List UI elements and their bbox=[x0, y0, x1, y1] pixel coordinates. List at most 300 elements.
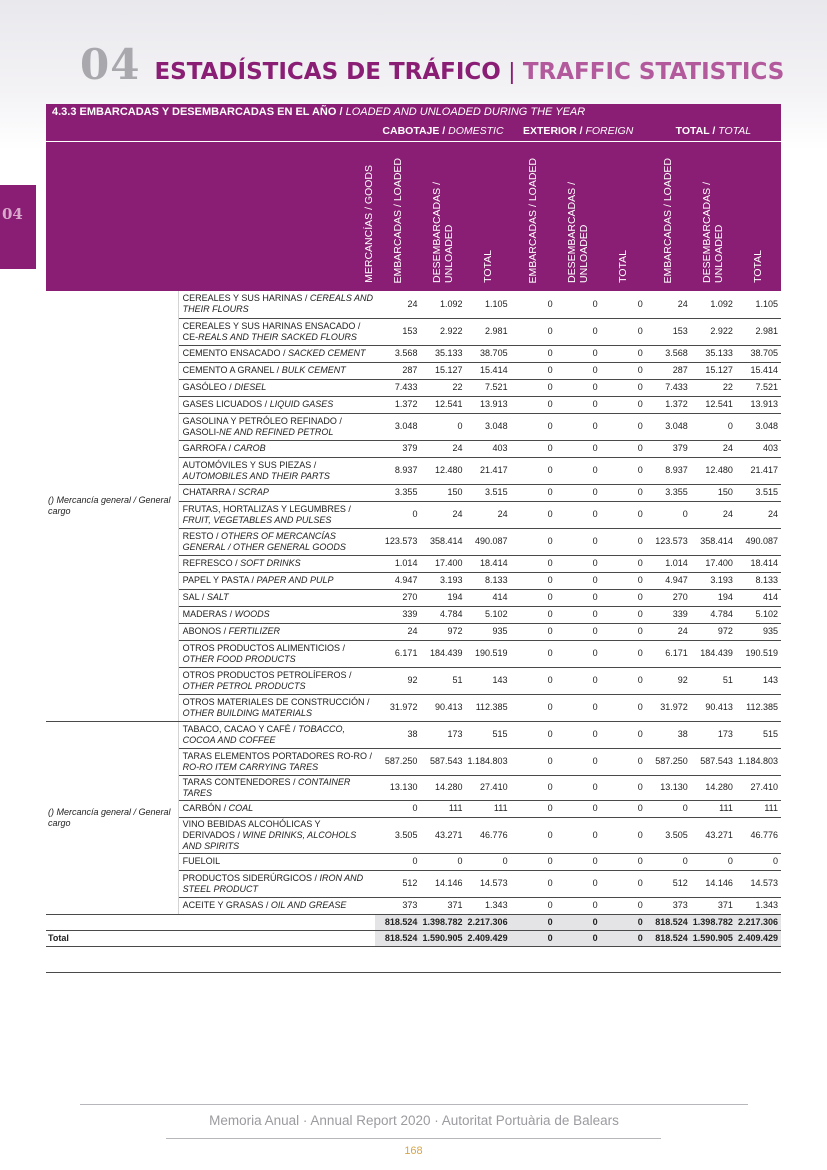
goods-name-es: SAL / bbox=[182, 592, 207, 602]
table-body bbox=[46, 291, 781, 972]
col-header-total bbox=[736, 141, 781, 291]
goods-name bbox=[178, 640, 375, 667]
table-cell-value: 371 bbox=[420, 897, 465, 914]
table-cell-value: 1.184.803 bbox=[736, 748, 781, 775]
table-cell-value: 14.146 bbox=[420, 870, 465, 897]
table-row bbox=[46, 291, 781, 318]
table-cell-value: 3.355 bbox=[646, 484, 691, 501]
table-cell-value: 0 bbox=[511, 748, 556, 775]
table-cell-value: 111 bbox=[466, 800, 511, 817]
table-cell-value: 12.480 bbox=[691, 457, 736, 484]
table-cell-value: 0 bbox=[511, 853, 556, 870]
goods-name-en: IRON AND STEEL PRODUCT bbox=[182, 872, 364, 894]
table-cell-value: 0 bbox=[375, 800, 420, 817]
table-cell-value: 3.568 bbox=[646, 345, 691, 362]
goods-name-en: OTHER FOOD PRODUCTS bbox=[182, 653, 296, 664]
total-value: 1.590.905 bbox=[420, 930, 465, 946]
goods-name-es: CEREALES Y SUS HARINAS / bbox=[182, 293, 310, 304]
table-cell-value: 0 bbox=[646, 501, 691, 528]
table-cell-value: 150 bbox=[691, 484, 736, 501]
table-cell-value: 403 bbox=[466, 440, 511, 457]
table-cell-value: 24 bbox=[691, 440, 736, 457]
spacer-cell bbox=[46, 946, 781, 972]
group-exterior-es: EXTERIOR / bbox=[523, 124, 586, 137]
table-cell-value: 3.048 bbox=[375, 413, 420, 440]
table-cell-value: 0 bbox=[601, 606, 646, 623]
table-cell-value: 1.343 bbox=[736, 897, 781, 914]
table-cell-value: 587.543 bbox=[420, 748, 465, 775]
table-cell-value: 0 bbox=[556, 501, 601, 528]
table-cell-value: 0 bbox=[601, 528, 646, 555]
table-cell-value: 0 bbox=[601, 800, 646, 817]
chapter-side-tab bbox=[0, 185, 36, 269]
table-cell-value: 24 bbox=[420, 440, 465, 457]
table-cell-value: 935 bbox=[736, 623, 781, 640]
table-cell-value: 150 bbox=[420, 484, 465, 501]
goods-name-es: CHATARRA / bbox=[182, 487, 238, 497]
table-cell-value: 112.385 bbox=[466, 694, 511, 721]
table-cell-value: 5.102 bbox=[736, 606, 781, 623]
col-goods-label: MERCANCÍAS / GOODS bbox=[363, 165, 376, 283]
table-cell-value: 0 bbox=[556, 528, 601, 555]
table-cell-value: 0 bbox=[511, 640, 556, 667]
table-cell-value: 22 bbox=[691, 379, 736, 396]
page-title-es: ESTADÍSTICAS DE TRÁFICO bbox=[154, 59, 501, 85]
table-cell-value: 111 bbox=[420, 800, 465, 817]
goods-name-en: LIQUID GASES bbox=[269, 399, 334, 409]
table-cell-value: 0 bbox=[511, 589, 556, 606]
col-header-total bbox=[466, 141, 511, 291]
table-cell-value: 0 bbox=[556, 748, 601, 775]
table-cell-value: 0 bbox=[511, 440, 556, 457]
table-cell-value: 0 bbox=[601, 853, 646, 870]
subtotal-value: 1.398.782 bbox=[691, 914, 736, 930]
goods-name-en: WINE DRINKS, ALCOHOLS AND SPIRITS bbox=[182, 829, 357, 851]
subtotal-value: 0 bbox=[601, 914, 646, 930]
table-cell-value: 18.414 bbox=[466, 555, 511, 572]
column-header-row bbox=[46, 141, 781, 291]
table-cell-value: 0 bbox=[511, 501, 556, 528]
goods-name-en: BULK CEMENT bbox=[281, 365, 346, 375]
goods-name bbox=[178, 694, 375, 721]
table-cell-value: 43.271 bbox=[691, 817, 736, 853]
goods-name-es: OTROS PRODUCTOS ALIMENTICIOS / bbox=[182, 642, 346, 653]
goods-name-es: GASES LICUADOS / bbox=[182, 399, 270, 409]
table-cell-value: 339 bbox=[646, 606, 691, 623]
table-cell-value: 0 bbox=[556, 413, 601, 440]
goods-name bbox=[178, 501, 375, 528]
table-cell-value: 0 bbox=[375, 853, 420, 870]
table-cell-value: 0 bbox=[556, 291, 601, 318]
table-cell-value: 14.280 bbox=[420, 775, 465, 800]
goods-name bbox=[178, 748, 375, 775]
total-value: 0 bbox=[556, 930, 601, 946]
table-cell-value: 0 bbox=[511, 572, 556, 589]
table-cell-value: 515 bbox=[466, 721, 511, 748]
goods-name-es: AUTOMÓVILES Y SUS PIEZAS / bbox=[182, 459, 317, 470]
table-cell-value: 414 bbox=[736, 589, 781, 606]
table-cell-value: 1.092 bbox=[420, 291, 465, 318]
table-cell-value: 0 bbox=[556, 572, 601, 589]
table-cell-value: 379 bbox=[375, 440, 420, 457]
group-total-es: TOTAL / bbox=[675, 124, 719, 137]
table-cell-value: 190.519 bbox=[736, 640, 781, 667]
table-cell-value: 0 bbox=[511, 623, 556, 640]
goods-name-en: CAROB bbox=[233, 443, 266, 453]
traffic-table bbox=[46, 104, 781, 973]
table-cell-value: 0 bbox=[601, 748, 646, 775]
col-unloaded-es: DESEMBARCADAS / bbox=[566, 182, 579, 283]
goods-name-en: AUTOMOBILES AND THEIR PARTS bbox=[182, 470, 330, 481]
table-cell-value: 27.410 bbox=[736, 775, 781, 800]
total-value: 0 bbox=[511, 930, 556, 946]
goods-name bbox=[178, 817, 375, 853]
table-cell-value: 414 bbox=[466, 589, 511, 606]
table-cell-value: 15.414 bbox=[466, 362, 511, 379]
goods-name-es: FRUTAS, HORTALIZAS Y LEGUMBRES / bbox=[182, 503, 351, 514]
table-cell-value: 111 bbox=[691, 800, 736, 817]
col-header-unloaded bbox=[691, 141, 736, 291]
table-cell-value: 0 bbox=[556, 775, 601, 800]
goods-name-es: TARAS ELEMENTOS PORTADORES RO-RO / bbox=[182, 750, 373, 761]
table-cell-value: 0 bbox=[601, 501, 646, 528]
total-row bbox=[46, 930, 781, 946]
table-cell-value: 184.439 bbox=[691, 640, 736, 667]
table-cell-value: 373 bbox=[646, 897, 691, 914]
table-cell-value: 0 bbox=[601, 623, 646, 640]
table-cell-value: 0 bbox=[511, 870, 556, 897]
table-cell-value: 0 bbox=[556, 667, 601, 694]
table-cell-value: 358.414 bbox=[420, 528, 465, 555]
goods-name-es: GASOLINA Y PETRÓLEO REFINADO / GASOLI- bbox=[182, 415, 342, 437]
goods-name bbox=[178, 870, 375, 897]
col-loaded-label: EMBARCADAS / LOADED bbox=[662, 157, 675, 283]
table-cell-value: 3.048 bbox=[466, 413, 511, 440]
goods-name bbox=[178, 606, 375, 623]
table-cell-value: 24 bbox=[466, 501, 511, 528]
title-separator: | bbox=[508, 58, 515, 84]
table-cell-value: 4.784 bbox=[420, 606, 465, 623]
table-cell-value: 0 bbox=[601, 640, 646, 667]
goods-name-en: WOODS bbox=[234, 609, 270, 619]
table-row bbox=[46, 721, 781, 748]
table-cell-value: 3.355 bbox=[375, 484, 420, 501]
spacer-row bbox=[46, 946, 781, 972]
goods-name-es: TARAS CONTENEDORES / bbox=[182, 776, 299, 787]
table-cell-value: 0 bbox=[601, 572, 646, 589]
table-cell-value: 31.972 bbox=[375, 694, 420, 721]
goods-name-es: OTROS PRODUCTOS PETROLÍFEROS / bbox=[182, 669, 352, 680]
table-cell-value: 8.937 bbox=[646, 457, 691, 484]
table-cell-value: 3.515 bbox=[736, 484, 781, 501]
table-cell-value: 3.048 bbox=[736, 413, 781, 440]
table-cell-value: 0 bbox=[511, 817, 556, 853]
table-cell-value: 0 bbox=[511, 457, 556, 484]
col-header-unloaded bbox=[420, 141, 465, 291]
group-cabotaje bbox=[375, 121, 510, 141]
table-cell-value: 8.133 bbox=[466, 572, 511, 589]
subtotal-value: 818.524 bbox=[375, 914, 420, 930]
table-cell-value: 0 bbox=[556, 440, 601, 457]
table-cell-value: 0 bbox=[466, 853, 511, 870]
goods-name bbox=[178, 572, 375, 589]
goods-name-en: OTHER PETROL PRODUCTS bbox=[182, 680, 306, 691]
table-cell-value: 17.400 bbox=[691, 555, 736, 572]
table-cell-value: 173 bbox=[420, 721, 465, 748]
table-cell-value: 24 bbox=[736, 501, 781, 528]
table-cell-value: 18.414 bbox=[736, 555, 781, 572]
col-unloaded-es: DESEMBARCADAS / bbox=[430, 182, 443, 283]
table-cell-value: 358.414 bbox=[691, 528, 736, 555]
table-cell-value: 90.413 bbox=[420, 694, 465, 721]
table-cell-value: 0 bbox=[601, 396, 646, 413]
table-cell-value: 0 bbox=[556, 640, 601, 667]
col-loaded-label: EMBARCADAS / LOADED bbox=[527, 157, 540, 283]
table-cell-value: 0 bbox=[511, 396, 556, 413]
table-cell-value: 4.947 bbox=[375, 572, 420, 589]
table-cell-value: 512 bbox=[375, 870, 420, 897]
table-cell-value: 143 bbox=[736, 667, 781, 694]
table-cell-value: 111 bbox=[736, 800, 781, 817]
goods-name-en: OTHER BUILDING MATERIALS bbox=[182, 707, 313, 718]
col-unloaded-en: UNLOADED bbox=[442, 224, 455, 283]
group-total-en: TOTAL bbox=[718, 124, 752, 137]
table-cell-value: 3.568 bbox=[375, 345, 420, 362]
table-cell-value: 287 bbox=[375, 362, 420, 379]
group-cabotaje-en: DOMESTIC bbox=[448, 124, 504, 137]
goods-name bbox=[178, 853, 375, 870]
table-cell-value: 194 bbox=[691, 589, 736, 606]
table-cell-value: 21.417 bbox=[466, 457, 511, 484]
goods-name bbox=[178, 457, 375, 484]
table-cell-value: 0 bbox=[420, 413, 465, 440]
table-cell-value: 21.417 bbox=[736, 457, 781, 484]
goods-name-es: ABONOS / bbox=[182, 626, 229, 636]
table-cell-value: 587.250 bbox=[375, 748, 420, 775]
col-unloaded-en: UNLOADED bbox=[713, 224, 726, 283]
table-cell-value: 24 bbox=[375, 623, 420, 640]
table-cell-value: 0 bbox=[601, 440, 646, 457]
table-cell-value: 14.146 bbox=[691, 870, 736, 897]
table-cell-value: 935 bbox=[466, 623, 511, 640]
goods-name-es: REFRESCO / bbox=[182, 558, 241, 568]
chapter-side-label: 04 bbox=[2, 205, 23, 223]
table-cell-value: 46.776 bbox=[736, 817, 781, 853]
table-cell-value: 17.400 bbox=[420, 555, 465, 572]
goods-name bbox=[178, 897, 375, 914]
col-header-loaded bbox=[511, 141, 556, 291]
table-cell-value: 51 bbox=[420, 667, 465, 694]
table-cell-value: 587.250 bbox=[646, 748, 691, 775]
table-title-en: LOADED AND UNLOADED DURING THE YEAR bbox=[345, 106, 586, 118]
table-cell-value: 0 bbox=[556, 721, 601, 748]
table-cell-value: 0 bbox=[511, 667, 556, 694]
table-cell-value: 0 bbox=[601, 379, 646, 396]
table-cell-value: 0 bbox=[556, 484, 601, 501]
table-cell-value: 24 bbox=[420, 501, 465, 528]
goods-name-en: SACKED CEMENT bbox=[288, 348, 366, 358]
group-header-blank bbox=[46, 121, 375, 141]
table-cell-value: 0 bbox=[556, 318, 601, 345]
statistics-table bbox=[46, 121, 781, 973]
table-cell-value: 515 bbox=[736, 721, 781, 748]
table-cell-value: 4.784 bbox=[691, 606, 736, 623]
table-cell-value: 7.433 bbox=[646, 379, 691, 396]
col-header-goods bbox=[46, 141, 375, 291]
goods-name-es: CEREALES Y SUS HARINAS ENSACADO / CE- bbox=[182, 320, 361, 342]
table-cell-value: 1.372 bbox=[375, 396, 420, 413]
cargo-group-label bbox=[46, 721, 178, 914]
table-cell-value: 31.972 bbox=[646, 694, 691, 721]
table-cell-value: 0 bbox=[556, 853, 601, 870]
chapter-number: 04 bbox=[80, 40, 141, 89]
table-cell-value: 0 bbox=[556, 457, 601, 484]
table-cell-value: 0 bbox=[556, 623, 601, 640]
goods-name bbox=[178, 291, 375, 318]
goods-name-en: PAPER AND PULP bbox=[256, 575, 334, 585]
footer-divider bbox=[80, 1104, 748, 1105]
goods-name-en: SOFT DRINKS bbox=[240, 558, 301, 568]
goods-name-en: CEREALS AND THEIR FLOURS bbox=[182, 293, 374, 315]
table-cell-value: 123.573 bbox=[375, 528, 420, 555]
table-cell-value: 0 bbox=[601, 318, 646, 345]
goods-name-es: GASÓLEO / bbox=[182, 382, 235, 392]
subtotal-value: 1.398.782 bbox=[420, 914, 465, 930]
table-cell-value: 15.414 bbox=[736, 362, 781, 379]
table-cell-value: 24 bbox=[646, 623, 691, 640]
table-cell-value: 38 bbox=[646, 721, 691, 748]
table-cell-value: 15.127 bbox=[420, 362, 465, 379]
table-cell-value: 0 bbox=[556, 345, 601, 362]
table-cell-value: 0 bbox=[601, 667, 646, 694]
table-cell-value: 0 bbox=[375, 501, 420, 528]
goods-name-en: COAL bbox=[228, 803, 254, 813]
goods-name bbox=[178, 800, 375, 817]
table-cell-value: 0 bbox=[511, 606, 556, 623]
goods-name bbox=[178, 589, 375, 606]
table-cell-value: 0 bbox=[511, 775, 556, 800]
total-label: Total bbox=[46, 930, 375, 946]
col-total-label: TOTAL bbox=[482, 250, 495, 283]
table-cell-value: 0 bbox=[556, 897, 601, 914]
goods-name-es: PRODUCTOS SIDERÚRGICOS / bbox=[182, 872, 320, 883]
goods-name bbox=[178, 721, 375, 748]
table-cell-value: 512 bbox=[646, 870, 691, 897]
table-cell-value: 0 bbox=[601, 484, 646, 501]
table-cell-value: 403 bbox=[736, 440, 781, 457]
table-cell-value: 13.913 bbox=[736, 396, 781, 413]
table-cell-value: 0 bbox=[736, 853, 781, 870]
group-exterior bbox=[511, 121, 646, 141]
table-cell-value: 24 bbox=[375, 291, 420, 318]
table-cell-value: 12.480 bbox=[420, 457, 465, 484]
table-cell-value: 24 bbox=[691, 501, 736, 528]
table-cell-value: 0 bbox=[556, 396, 601, 413]
table-cell-value: 0 bbox=[511, 800, 556, 817]
table-cell-value: 0 bbox=[556, 817, 601, 853]
table-cell-value: 123.573 bbox=[646, 528, 691, 555]
table-cell-value: 153 bbox=[646, 318, 691, 345]
goods-name-es: VINO BEBIDAS ALCOHÓLICAS Y DERIVADOS / bbox=[182, 818, 321, 840]
table-cell-value: 1.184.803 bbox=[466, 748, 511, 775]
goods-name-es: ACEITE Y GRASAS / bbox=[182, 900, 271, 910]
table-cell-value: 587.543 bbox=[691, 748, 736, 775]
table-cell-value: 143 bbox=[466, 667, 511, 694]
table-cell-value: 184.439 bbox=[420, 640, 465, 667]
table-cell-value: 7.521 bbox=[466, 379, 511, 396]
table-cell-value: 3.505 bbox=[646, 817, 691, 853]
table-cell-value: 0 bbox=[511, 345, 556, 362]
table-cell-value: 0 bbox=[601, 413, 646, 440]
table-cell-value: 1.092 bbox=[691, 291, 736, 318]
goods-name-en: FERTILIZER bbox=[228, 626, 281, 636]
table-cell-value: 0 bbox=[601, 589, 646, 606]
table-cell-value: 379 bbox=[646, 440, 691, 457]
goods-name-es: TABACO, CACAO Y CAFÉ / bbox=[182, 723, 299, 734]
table-cell-value: 0 bbox=[601, 897, 646, 914]
table-cell-value: 0 bbox=[511, 528, 556, 555]
goods-name-es: CARBÓN / bbox=[182, 803, 229, 813]
table-cell-value: 38.705 bbox=[736, 345, 781, 362]
table-cell-value: 0 bbox=[556, 555, 601, 572]
goods-name-es: FUELOIL bbox=[182, 856, 221, 866]
cargo-group-text: () Mercancía general / General cargo bbox=[48, 806, 171, 828]
goods-name bbox=[178, 396, 375, 413]
col-total-label: TOTAL bbox=[752, 250, 765, 283]
goods-name bbox=[178, 775, 375, 800]
table-cell-value: 0 bbox=[556, 589, 601, 606]
table-cell-value: 0 bbox=[601, 775, 646, 800]
table-cell-value: 5.102 bbox=[466, 606, 511, 623]
subtotal-value: 0 bbox=[556, 914, 601, 930]
subtotal-value: 2.217.306 bbox=[466, 914, 511, 930]
page-number: 168 bbox=[404, 1145, 423, 1157]
table-cell-value: 0 bbox=[511, 721, 556, 748]
table-cell-value: 2.922 bbox=[691, 318, 736, 345]
subtotal-value: 818.524 bbox=[646, 914, 691, 930]
table-cell-value: 0 bbox=[556, 694, 601, 721]
total-value: 1.590.905 bbox=[691, 930, 736, 946]
table-cell-value: 371 bbox=[691, 897, 736, 914]
page-header bbox=[80, 40, 784, 88]
goods-name bbox=[178, 484, 375, 501]
table-cell-value: 373 bbox=[375, 897, 420, 914]
table-cell-value: 24 bbox=[646, 291, 691, 318]
table-cell-value: 12.541 bbox=[420, 396, 465, 413]
goods-name-en: DIESEL bbox=[234, 382, 267, 392]
table-cell-value: 0 bbox=[601, 694, 646, 721]
goods-name bbox=[178, 623, 375, 640]
goods-name bbox=[178, 440, 375, 457]
table-cell-value: 972 bbox=[691, 623, 736, 640]
table-cell-value: 0 bbox=[511, 897, 556, 914]
goods-name-en: RO-RO ITEM CARRYING TARES bbox=[182, 761, 319, 772]
cargo-group-label bbox=[46, 291, 178, 721]
goods-name bbox=[178, 362, 375, 379]
table-cell-value: 1.343 bbox=[466, 897, 511, 914]
table-cell-value: 0 bbox=[511, 362, 556, 379]
table-cell-value: 3.505 bbox=[375, 817, 420, 853]
table-cell-value: 7.433 bbox=[375, 379, 420, 396]
table-cell-value: 194 bbox=[420, 589, 465, 606]
goods-name bbox=[178, 555, 375, 572]
table-cell-value: 112.385 bbox=[736, 694, 781, 721]
table-cell-value: 2.922 bbox=[420, 318, 465, 345]
table-cell-value: 0 bbox=[556, 870, 601, 897]
table-cell-value: 15.127 bbox=[691, 362, 736, 379]
table-cell-value: 972 bbox=[420, 623, 465, 640]
table-cell-value: 27.410 bbox=[466, 775, 511, 800]
